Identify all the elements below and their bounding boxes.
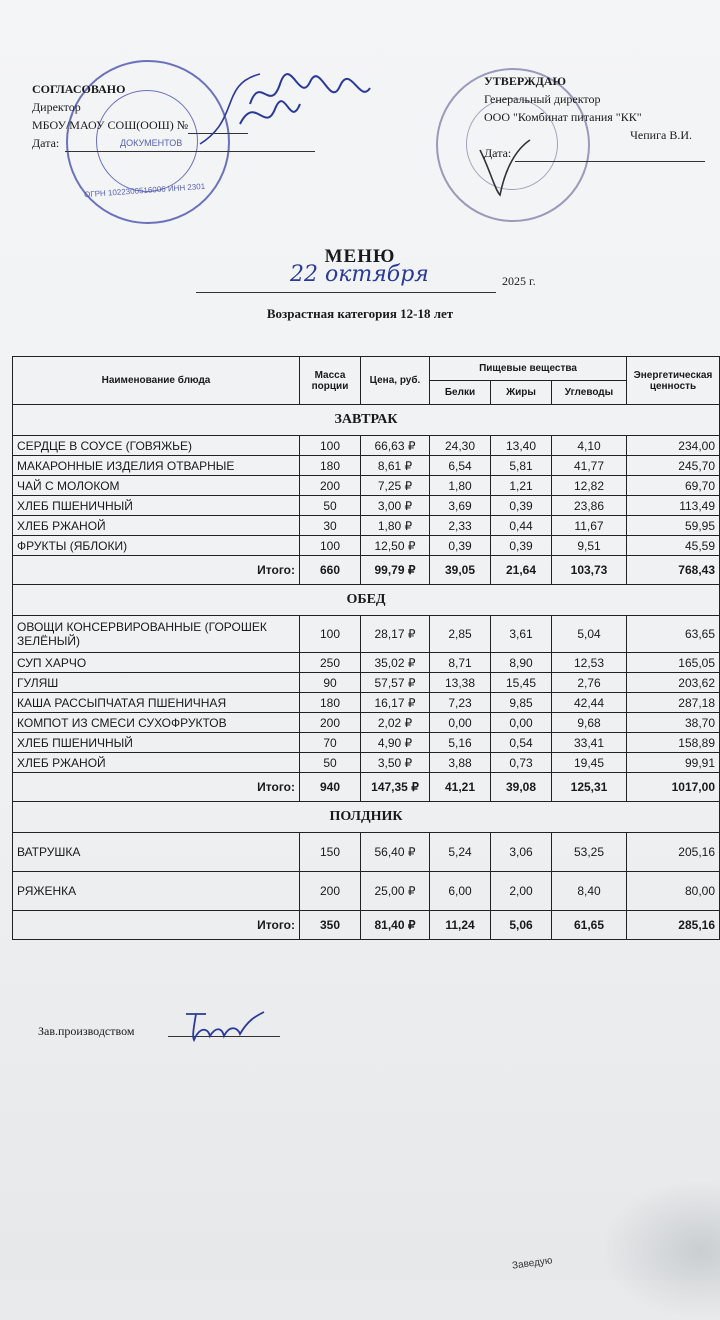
header-price: Цена, руб. [361, 357, 430, 405]
cell-mass: 50 [300, 753, 361, 773]
cell-carbs: 33,41 [552, 733, 627, 753]
cell-price: 8,61 ₽ [361, 456, 430, 476]
dish-name: ВАТРУШКА [13, 833, 300, 872]
cell-carbs: 23,86 [552, 496, 627, 516]
cell-mass: 180 [300, 456, 361, 476]
cell-price: 25,00 ₽ [361, 872, 430, 911]
cell-mass: 180 [300, 693, 361, 713]
dish-name: МАКАРОННЫЕ ИЗДЕЛИЯ ОТВАРНЫЕ [13, 456, 300, 476]
cell-fat: 0,44 [491, 516, 552, 536]
dish-name: ХЛЕБ ПШЕНИЧНЫЙ [13, 496, 300, 516]
age-category: Возрастная категория 12-18 лет [266, 306, 454, 321]
cell-carbs: 42,44 [552, 693, 627, 713]
cell-fat: 8,90 [491, 653, 552, 673]
cell-carbs: 12,53 [552, 653, 627, 673]
cell-energy: 113,49 [627, 496, 720, 516]
cell-energy: 165,05 [627, 653, 720, 673]
dish-name: ХЛЕБ РЖАНОЙ [13, 516, 300, 536]
header-nutrients: Пищевые вещества [430, 357, 627, 381]
cell-mass: 200 [300, 476, 361, 496]
approval-date-label-right: Дата: [484, 146, 512, 160]
cell-price: 2,02 ₽ [361, 713, 430, 733]
cell-price: 66,63 ₽ [361, 436, 430, 456]
header-mass: Масса порции [300, 357, 361, 405]
header-name: Наименование блюда [13, 357, 300, 405]
cell-mass: 150 [300, 833, 361, 872]
total-row [13, 556, 720, 585]
total-row [13, 773, 720, 802]
table-row [13, 693, 720, 713]
table-row [13, 536, 720, 556]
production-signature [178, 1006, 268, 1046]
dish-name: СУП ХАРЧО [13, 653, 300, 673]
cell-energy: 80,00 [627, 872, 720, 911]
cell-carbs: 9,51 [552, 536, 627, 556]
table-row [13, 516, 720, 536]
menu-table-body [13, 405, 720, 940]
cell-fat: 3,61 [491, 616, 552, 653]
total-mass: 350 [300, 911, 361, 940]
section-title: ЗАВТРАК [13, 405, 720, 436]
total-label: Итого: [13, 556, 300, 585]
cell-fat: 3,06 [491, 833, 552, 872]
section-row [13, 802, 720, 833]
table-row [13, 616, 720, 653]
cell-price: 3,50 ₽ [361, 753, 430, 773]
dish-name: КАША РАССЫПЧАТАЯ ПШЕНИЧНАЯ [13, 693, 300, 713]
header-protein: Белки [430, 381, 491, 405]
cell-energy: 158,89 [627, 733, 720, 753]
total-protein: 11,24 [430, 911, 491, 940]
cell-price: 12,50 ₽ [361, 536, 430, 556]
dish-name: РЯЖЕНКА [13, 872, 300, 911]
total-fat: 5,06 [491, 911, 552, 940]
cell-energy: 45,59 [627, 536, 720, 556]
cell-fat: 0,54 [491, 733, 552, 753]
gd-signature [470, 130, 550, 200]
section-title: ОБЕД [13, 585, 720, 616]
cell-protein: 8,71 [430, 653, 491, 673]
approval-director-label: Директор [32, 100, 81, 114]
cell-fat: 13,40 [491, 436, 552, 456]
cell-energy: 245,70 [627, 456, 720, 476]
cell-protein: 6,54 [430, 456, 491, 476]
menu-table [12, 356, 720, 940]
left-stamp-text: ДОКУМЕНТОВ [120, 138, 183, 148]
total-fat: 39,08 [491, 773, 552, 802]
cell-energy: 63,65 [627, 616, 720, 653]
cell-mass: 200 [300, 713, 361, 733]
cell-protein: 6,00 [430, 872, 491, 911]
total-label: Итого: [13, 911, 300, 940]
cell-fat: 0,39 [491, 496, 552, 516]
cell-carbs: 19,45 [552, 753, 627, 773]
left-stamp-ogrn: ОГРН 1022300516006 ИНН 2301 [83, 181, 206, 200]
cell-protein: 3,69 [430, 496, 491, 516]
cell-price: 56,40 ₽ [361, 833, 430, 872]
dish-name: КОМПОТ ИЗ СМЕСИ СУХОФРУКТОВ [13, 713, 300, 733]
total-protein: 41,21 [430, 773, 491, 802]
header-carbs: Углеводы [552, 381, 627, 405]
dish-name: ГУЛЯШ [13, 673, 300, 693]
approval-title-right: УТВЕРЖДАЮ [484, 74, 567, 88]
total-carbs: 61,65 [552, 911, 627, 940]
total-energy: 768,43 [627, 556, 720, 585]
cell-carbs: 11,67 [552, 516, 627, 536]
total-protein: 39,05 [430, 556, 491, 585]
cell-protein: 24,30 [430, 436, 491, 456]
table-row [13, 673, 720, 693]
cell-mass: 200 [300, 872, 361, 911]
approval-date-label: Дата: [32, 136, 60, 150]
cell-protein: 1,80 [430, 476, 491, 496]
cell-carbs: 2,76 [552, 673, 627, 693]
cell-mass: 100 [300, 536, 361, 556]
cell-energy: 287,18 [627, 693, 720, 713]
cell-price: 1,80 ₽ [361, 516, 430, 536]
cell-protein: 5,16 [430, 733, 491, 753]
table-row [13, 733, 720, 753]
cell-carbs: 12,82 [552, 476, 627, 496]
total-label: Итого: [13, 773, 300, 802]
approval-company-label: ООО "Комбинат питания "КК" [484, 110, 642, 124]
cell-energy: 99,91 [627, 753, 720, 773]
table-row [13, 713, 720, 733]
total-price: 99,79 ₽ [361, 556, 430, 585]
director-signature [180, 64, 380, 154]
cell-energy: 69,70 [627, 476, 720, 496]
cell-energy: 234,00 [627, 436, 720, 456]
cell-fat: 15,45 [491, 673, 552, 693]
cell-fat: 1,21 [491, 476, 552, 496]
cell-protein: 7,23 [430, 693, 491, 713]
cell-energy: 38,70 [627, 713, 720, 733]
cell-fat: 2,00 [491, 872, 552, 911]
cell-protein: 13,38 [430, 673, 491, 693]
cell-fat: 0,39 [491, 536, 552, 556]
cell-mass: 100 [300, 616, 361, 653]
corner-text: Заведую [511, 1255, 554, 1272]
cell-carbs: 41,77 [552, 456, 627, 476]
menu-year: 2025 г. [502, 274, 536, 288]
cell-carbs: 9,68 [552, 713, 627, 733]
total-price: 81,40 ₽ [361, 911, 430, 940]
cell-mass: 30 [300, 516, 361, 536]
cell-fat: 0,00 [491, 713, 552, 733]
cell-energy: 59,95 [627, 516, 720, 536]
cell-price: 28,17 ₽ [361, 616, 430, 653]
cell-carbs: 8,40 [552, 872, 627, 911]
table-row [13, 436, 720, 456]
cell-protein: 3,88 [430, 753, 491, 773]
total-energy: 1017,00 [627, 773, 720, 802]
dish-name: ЧАЙ С МОЛОКОМ [13, 476, 300, 496]
total-energy: 285,16 [627, 911, 720, 940]
cell-price: 57,57 ₽ [361, 673, 430, 693]
cell-protein: 5,24 [430, 833, 491, 872]
approval-gd-label: Генеральный директор [484, 92, 601, 106]
total-row [13, 911, 720, 940]
cell-fat: 5,81 [491, 456, 552, 476]
approval-school-label: МБОУ/МАОУ СОШ(ООШ) № [32, 118, 189, 132]
dish-name: СЕРДЦЕ В СОУСЕ (ГОВЯЖЬЕ) [13, 436, 300, 456]
cell-mass: 90 [300, 673, 361, 693]
cell-fat: 9,85 [491, 693, 552, 713]
cell-mass: 250 [300, 653, 361, 673]
header-fat: Жиры [491, 381, 552, 405]
cell-energy: 203,62 [627, 673, 720, 693]
table-row [13, 753, 720, 773]
section-title: ПОЛДНИК [13, 802, 720, 833]
table-row [13, 833, 720, 872]
photo-shadow [600, 1180, 720, 1320]
header-energy: Энергетическая ценность [627, 357, 720, 405]
table-row [13, 653, 720, 673]
cell-carbs: 5,04 [552, 616, 627, 653]
dish-name: ХЛЕБ ПШЕНИЧНЫЙ [13, 733, 300, 753]
total-mass: 660 [300, 556, 361, 585]
cell-fat: 0,73 [491, 753, 552, 773]
total-carbs: 125,31 [552, 773, 627, 802]
total-carbs: 103,73 [552, 556, 627, 585]
table-row [13, 496, 720, 516]
cell-carbs: 53,25 [552, 833, 627, 872]
cell-price: 3,00 ₽ [361, 496, 430, 516]
cell-protein: 2,85 [430, 616, 491, 653]
footer-label: Зав.производством [38, 1024, 135, 1038]
table-row [13, 476, 720, 496]
cell-protein: 0,39 [430, 536, 491, 556]
cell-carbs: 4,10 [552, 436, 627, 456]
dish-name: ХЛЕБ РЖАНОЙ [13, 753, 300, 773]
cell-mass: 70 [300, 733, 361, 753]
section-row [13, 585, 720, 616]
dish-name: ОВОЩИ КОНСЕРВИРОВАННЫЕ (ГОРОШЕК ЗЕЛЁНЫЙ) [13, 616, 300, 653]
approval-title-left: СОГЛАСОВАНО [32, 82, 126, 96]
cell-mass: 50 [300, 496, 361, 516]
total-fat: 21,64 [491, 556, 552, 585]
cell-price: 35,02 ₽ [361, 653, 430, 673]
cell-price: 7,25 ₽ [361, 476, 430, 496]
handwritten-date: 22 октября [290, 262, 429, 287]
section-row [13, 405, 720, 436]
cell-protein: 2,33 [430, 516, 491, 536]
cell-price: 4,90 ₽ [361, 733, 430, 753]
table-row [13, 456, 720, 476]
cell-price: 16,17 ₽ [361, 693, 430, 713]
total-mass: 940 [300, 773, 361, 802]
cell-mass: 100 [300, 436, 361, 456]
total-price: 147,35 ₽ [361, 773, 430, 802]
table-row [13, 872, 720, 911]
approval-signer-name: Чепига В.И. [630, 128, 692, 142]
dish-name: ФРУКТЫ (ЯБЛОКИ) [13, 536, 300, 556]
menu-title: МЕНЮ [324, 246, 396, 267]
cell-protein: 0,00 [430, 713, 491, 733]
cell-energy: 205,16 [627, 833, 720, 872]
